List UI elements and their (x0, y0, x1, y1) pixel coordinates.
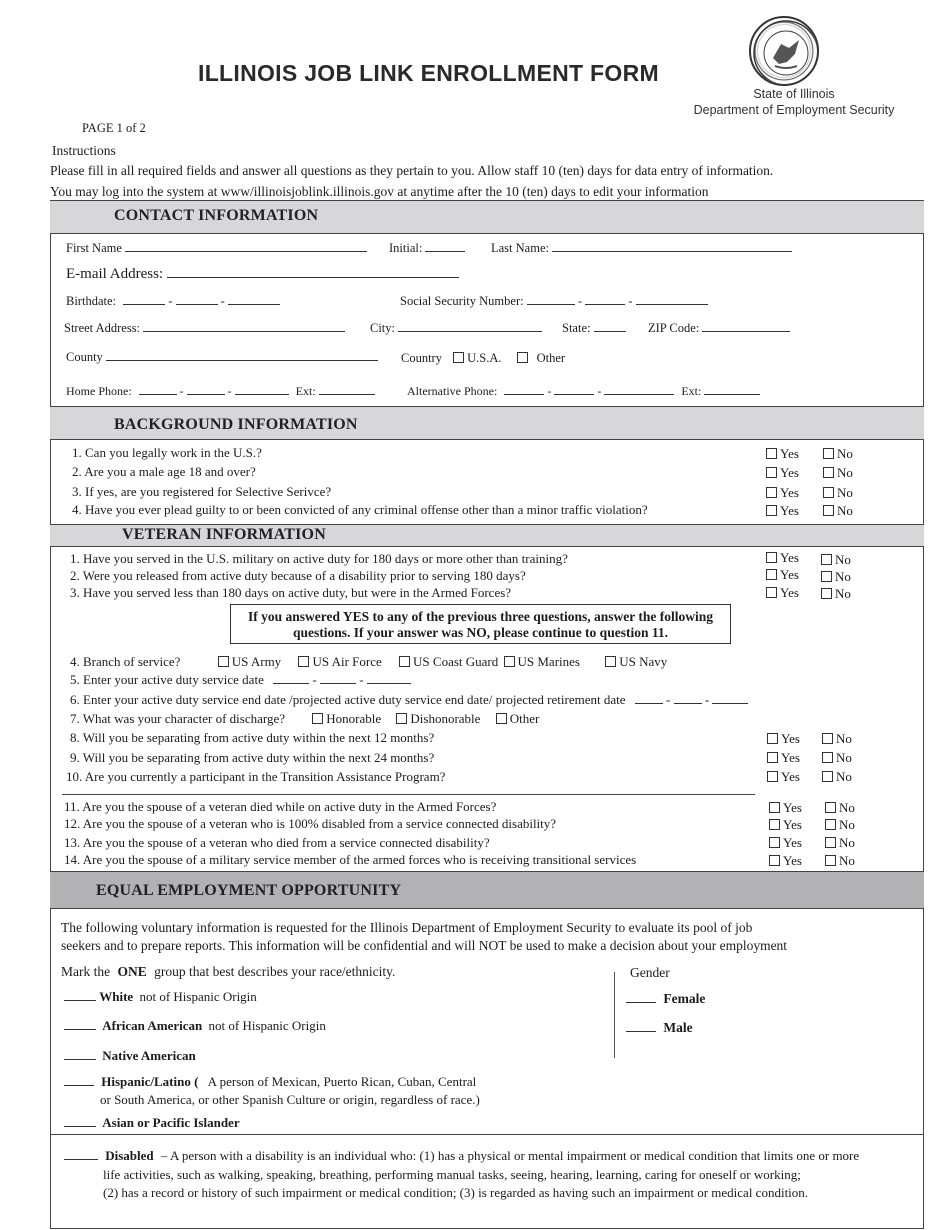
yes-checkbox[interactable] (769, 855, 780, 866)
branch-label: US Marines (517, 654, 580, 669)
state-label: State: (562, 321, 591, 335)
background-q2-yes[interactable] (766, 465, 799, 481)
no-label: No (836, 731, 852, 746)
spouse-q11-yes[interactable] (769, 800, 802, 816)
race-white-option[interactable] (64, 989, 257, 1005)
disabled-text-3: (2) has a record or history of such impairment or medical condition; (3) is regarded as having such an impairment or medical condition. (103, 1185, 809, 1200)
yes-label: Yes (780, 446, 799, 461)
no-checkbox[interactable] (822, 752, 833, 763)
alt-phone-label: Alternative Phone: (407, 384, 498, 398)
discharge-label: Honorable (326, 711, 382, 726)
eeo-intro-line-1: The following voluntary information is requested for the Illinois Department of Employment Security to evaluate its pool of job (61, 920, 753, 935)
no-label: No (839, 800, 855, 815)
eeo-intro-line-2: seekers and to prepare reports. This information will be confidential and will NOT be used to make a decision about your employment (61, 938, 788, 953)
no-label: No (837, 503, 853, 518)
instructions-label: Instructions (52, 143, 116, 158)
yes-label: Yes (781, 750, 800, 765)
race-native-american-option[interactable] (64, 1048, 196, 1064)
spouse-q14-yes[interactable] (769, 853, 802, 869)
background-q4-no[interactable] (823, 503, 853, 519)
no-checkbox[interactable] (822, 771, 833, 782)
yes-label: Yes (781, 731, 800, 746)
yes-label: Yes (783, 817, 802, 832)
background-q3-yes[interactable] (766, 485, 799, 501)
hispanic-blank[interactable] (64, 1076, 94, 1086)
race-african-american-option[interactable] (64, 1018, 326, 1034)
agency-line-1: State of Illinois (753, 87, 835, 101)
no-checkbox[interactable] (821, 554, 832, 565)
race-hispanic-option[interactable] (64, 1074, 476, 1090)
veteran-q3-no[interactable] (821, 586, 851, 602)
yes-label: Yes (780, 485, 799, 500)
discharge-dishonorable[interactable] (396, 711, 480, 726)
agency-line-2: Department of Employment Security (693, 103, 895, 117)
country-usa-checkbox[interactable] (453, 352, 464, 363)
first-name-label: First Name (66, 241, 122, 255)
no-label: No (837, 446, 853, 461)
last-name-field[interactable] (491, 240, 792, 256)
spouse-q12-yes[interactable] (769, 817, 802, 833)
disabled-label: Disabled (105, 1148, 154, 1163)
service-date-row[interactable]: 5. Enter your active duty service date - - (70, 672, 411, 688)
background-q1-no[interactable] (823, 446, 853, 462)
yes-label: Yes (780, 503, 799, 518)
no-label: No (839, 817, 855, 832)
discharge-label: Other (509, 711, 540, 726)
spouse-divider (62, 794, 755, 795)
background-question-2: 2. Are you a male age 18 and over? (72, 464, 256, 479)
first-name-field[interactable] (66, 240, 367, 256)
yes-checkbox[interactable] (767, 733, 778, 744)
veteran-question-3: 3. Have you served less than 180 days on active duty, but were in the Armed Forces? (70, 585, 512, 600)
race-instruction (61, 964, 395, 980)
gender-male-option[interactable] (626, 1020, 693, 1036)
yes-label: Yes (783, 853, 802, 868)
branch-us-coast-guard[interactable] (399, 654, 498, 669)
yes-label: Yes (780, 585, 799, 600)
yes-checkbox[interactable] (769, 837, 780, 848)
no-checkbox[interactable] (825, 855, 836, 866)
race-instruction-post: group that best describes your race/ethnicity. (154, 964, 396, 979)
yes-label: Yes (780, 550, 799, 565)
native-label: Native American (102, 1048, 196, 1063)
discharge-other[interactable] (496, 711, 540, 726)
veteran-q9-yes[interactable] (767, 750, 800, 766)
alt-phone-ext-input[interactable] (704, 383, 760, 395)
female-blank[interactable] (626, 993, 656, 1003)
zip-label: ZIP Code: (648, 321, 700, 335)
service-end-date-row[interactable]: 6. Enter your active duty service end date /projected active duty service end date/ projected retirement date - - (70, 692, 748, 708)
hispanic-note-1: A person of Mexican, Puerto Rican, Cuban, Central (207, 1074, 477, 1089)
veteran-q10-no[interactable] (822, 769, 852, 785)
instructions-line-1: Please fill in all required fields and answer all questions as they pertain to you. Allow staff 10 (ten) days for data entry of information. (50, 163, 774, 178)
background-question-3: 3. If yes, are you registered for Selective Serivce? (72, 484, 332, 499)
disabled-text-2: life activities, such as walking, speaking, breathing, performing manual tasks, seeing, hearing, learning, caring for oneself or working; (103, 1167, 801, 1182)
disabled-option[interactable] (64, 1148, 859, 1164)
state-input[interactable] (594, 320, 626, 332)
no-checkbox[interactable] (821, 571, 832, 582)
no-checkbox[interactable] (825, 837, 836, 848)
alt-phone-field[interactable]: Alternative Phone: - - Ext: (407, 383, 760, 399)
veteran-q1-yes[interactable] (766, 550, 799, 566)
disabled-blank[interactable] (64, 1150, 98, 1160)
yes-checkbox[interactable] (769, 802, 780, 813)
city-label: City: (370, 321, 396, 335)
branch-us-navy[interactable] (605, 654, 667, 669)
discharge-honorable[interactable] (312, 711, 381, 726)
country-usa-option[interactable] (453, 351, 501, 365)
background-q4-yes[interactable] (766, 503, 799, 519)
no-label: No (839, 853, 855, 868)
birthdate-field[interactable]: Birthdate: - - (66, 293, 280, 309)
veteran-q9-no[interactable] (822, 750, 852, 766)
no-label: No (835, 552, 851, 567)
spouse-question-11: 11. Are you the spouse of a veteran died while on active duty in the Armed Forces? (64, 799, 497, 814)
veteran-q1-no[interactable] (821, 552, 851, 568)
no-label: No (839, 835, 855, 850)
initial-input[interactable] (425, 240, 465, 252)
yes-checkbox[interactable] (766, 487, 777, 498)
first-name-input[interactable] (125, 240, 367, 252)
branch-label: US Army (231, 654, 282, 669)
veteran-q8-no[interactable] (822, 731, 852, 747)
female-label: Female (663, 991, 706, 1006)
email-label: E-mail Address: (66, 266, 164, 282)
state-field[interactable] (562, 320, 626, 336)
native-blank[interactable] (64, 1050, 96, 1060)
discharge-label: Dishonorable (410, 711, 481, 726)
yes-checkbox[interactable] (766, 569, 777, 580)
city-input[interactable] (398, 320, 542, 332)
spouse-q14-no[interactable] (825, 853, 855, 869)
instructions-line-2: You may log into the system at www/illinoisjoblink.illinois.gov at anytime after the 10 (ten) days to edit your information (50, 184, 709, 199)
disabled-divider (50, 1134, 924, 1135)
home-phone-label: Home Phone: (66, 384, 132, 398)
checkbox[interactable] (399, 656, 410, 667)
contact-section-title: CONTACT INFORMATION (114, 207, 319, 224)
state-seal-icon (749, 16, 819, 86)
no-checkbox[interactable] (823, 448, 834, 459)
no-checkbox[interactable] (821, 588, 832, 599)
yes-label: Yes (783, 835, 802, 850)
yes-label: Yes (781, 769, 800, 784)
hispanic-label: Hispanic/Latino ( (101, 1074, 199, 1089)
checkbox[interactable] (396, 713, 407, 724)
checkbox[interactable] (504, 656, 515, 667)
alt-phone-ext-label: Ext: (681, 384, 702, 398)
veteran-q2-yes[interactable] (766, 567, 799, 583)
veteran-question-1: 1. Have you served in the U.S. military on active duty for 180 days or more other than training? (70, 551, 568, 566)
last-name-input[interactable] (552, 240, 792, 252)
yes-label: Yes (780, 465, 799, 480)
street-label: Street Address: (64, 321, 141, 335)
veteran-section-title: VETERAN INFORMATION (122, 526, 326, 543)
country-label: Country (401, 351, 442, 365)
country-other-checkbox[interactable] (517, 352, 528, 363)
veteran-question-9: 9. Will you be separating from active duty within the next 24 months? (70, 750, 435, 765)
branch-us-army[interactable] (218, 654, 281, 669)
gender-female-option[interactable] (626, 991, 705, 1007)
ssn-label: Social Security Number: (400, 294, 524, 308)
checkbox[interactable] (312, 713, 323, 724)
veteran-q10-yes[interactable] (767, 769, 800, 785)
no-label: No (836, 750, 852, 765)
no-checkbox[interactable] (823, 505, 834, 516)
form-title: ILLINOIS JOB LINK ENROLLMENT FORM (198, 60, 659, 86)
country-other-label: Other (536, 351, 566, 365)
gender-divider (614, 972, 615, 1058)
gender-label: Gender (630, 965, 670, 980)
disabled-text-1: – A person with a disability is an individual who: (1) has a physical or mental impairment or medical condition that limits one or more (160, 1148, 860, 1163)
email-input[interactable] (167, 266, 459, 278)
no-checkbox[interactable] (825, 802, 836, 813)
street-input[interactable] (143, 320, 345, 332)
country-usa-label: U.S.A. (467, 351, 502, 365)
checkbox[interactable] (605, 656, 616, 667)
ssn-field[interactable]: Social Security Number: - - (400, 293, 708, 309)
street-field[interactable] (64, 320, 345, 336)
branch-of-service-row (70, 654, 667, 670)
initial-field[interactable] (389, 240, 465, 256)
birthdate-label: Birthdate: (66, 294, 116, 308)
race-instruction-pre: Mark the (61, 964, 111, 979)
african-blank[interactable] (64, 1020, 96, 1030)
yes-checkbox[interactable] (766, 505, 777, 516)
veteran-question-10: 10. Are you currently a participant in the Transition Assistance Program? (66, 769, 446, 784)
discharge-row (70, 711, 539, 727)
white-label: White (99, 989, 134, 1004)
last-name-label: Last Name: (491, 241, 549, 255)
county-label: County (66, 350, 103, 364)
race-asian-option[interactable] (64, 1115, 240, 1131)
country-field (401, 351, 565, 366)
email-field[interactable] (66, 266, 459, 283)
country-other-option[interactable] (517, 351, 565, 365)
home-phone-ext-input[interactable] (319, 383, 375, 395)
background-q1-yes[interactable] (766, 446, 799, 462)
white-note: not of Hispanic Origin (139, 989, 257, 1004)
background-section-title: BACKGROUND INFORMATION (114, 416, 358, 433)
background-question-4: 4. Have you ever plead guilty to or been convicted of any criminal offense other than a minor traffic violation? (72, 502, 648, 517)
branch-question: 4. Branch of service? (70, 654, 181, 669)
race-instruction-one: ONE (117, 964, 147, 979)
spouse-question-12: 12. Are you the spouse of a veteran who is 100% disabled from a service connected disability? (64, 816, 557, 831)
spouse-q13-yes[interactable] (769, 835, 802, 851)
veteran-q2-no[interactable] (821, 569, 851, 585)
checkbox[interactable] (496, 713, 507, 724)
yes-checkbox[interactable] (767, 752, 778, 763)
page-indicator: PAGE 1 of 2 (82, 121, 146, 135)
veteran-question-8: 8. Will you be separating from active duty within the next 12 months? (70, 730, 435, 745)
yes-label: Yes (780, 567, 799, 582)
yes-checkbox[interactable] (766, 587, 777, 598)
zip-field[interactable] (648, 320, 790, 336)
yes-checkbox[interactable] (766, 467, 777, 478)
branch-label: US Navy (619, 654, 668, 669)
yes-checkbox[interactable] (766, 448, 777, 459)
no-label: No (836, 769, 852, 784)
branch-us-air-force[interactable] (298, 654, 381, 669)
eeo-section-title: EQUAL EMPLOYMENT OPPORTUNITY (96, 882, 402, 899)
service-end-date-label: 6. Enter your active duty service end date /projected active duty service end date/ projected retirement date (70, 692, 626, 707)
no-label: No (835, 586, 851, 601)
no-checkbox[interactable] (822, 733, 833, 744)
white-blank[interactable] (64, 991, 96, 1001)
home-phone-ext-label: Ext: (295, 384, 316, 398)
yes-checkbox[interactable] (766, 552, 777, 563)
asian-blank[interactable] (64, 1117, 96, 1127)
county-field[interactable] (66, 349, 378, 365)
discharge-question: 7. What was your character of discharge? (70, 711, 286, 726)
spouse-q11-no[interactable] (825, 800, 855, 816)
male-label: Male (663, 1020, 693, 1035)
african-note: not of Hispanic Origin (208, 1018, 326, 1033)
checkbox[interactable] (218, 656, 229, 667)
yes-checkbox[interactable] (769, 819, 780, 830)
veteran-notice-box: If you answered YES to any of the previous three questions, answer the following questions. If your answer was NO, please continue to question 11. (230, 604, 731, 644)
branch-label: US Coast Guard (413, 654, 499, 669)
spouse-question-13: 13. Are you the spouse of a veteran who died from a service connected disability? (64, 835, 490, 850)
branch-us-marines[interactable] (504, 654, 580, 669)
yes-checkbox[interactable] (767, 771, 778, 782)
spouse-q13-no[interactable] (825, 835, 855, 851)
service-date-label: 5. Enter your active duty service date (70, 672, 264, 687)
veteran-question-2: 2. Were you released from active duty because of a disability prior to serving 180 days? (70, 568, 526, 583)
veteran-q3-yes[interactable] (766, 585, 799, 601)
background-q2-no[interactable] (823, 465, 853, 481)
initial-label: Initial: (389, 241, 423, 255)
zip-input[interactable] (702, 320, 790, 332)
no-label: No (835, 569, 851, 584)
no-checkbox[interactable] (823, 487, 834, 498)
yes-label: Yes (783, 800, 802, 815)
hispanic-note-line-2: or South America, or other Spanish Culture or origin, regardless of race.) (100, 1092, 480, 1107)
no-label: No (837, 465, 853, 480)
spouse-question-14: 14. Are you the spouse of a military service member of the armed forces who is receiving transitional services (64, 852, 637, 867)
background-q3-no[interactable] (823, 485, 853, 501)
county-input[interactable] (106, 349, 378, 361)
home-phone-field[interactable]: Home Phone: - - Ext: (66, 383, 375, 399)
male-blank[interactable] (626, 1022, 656, 1032)
spouse-q12-no[interactable] (825, 817, 855, 833)
no-checkbox[interactable] (825, 819, 836, 830)
asian-label: Asian or Pacific Islander (102, 1115, 240, 1130)
no-checkbox[interactable] (823, 467, 834, 478)
city-field[interactable] (370, 320, 542, 336)
no-label: No (837, 485, 853, 500)
african-label: African American (102, 1018, 203, 1033)
background-question-1: 1. Can you legally work in the U.S.? (72, 445, 262, 460)
veteran-q8-yes[interactable] (767, 731, 800, 747)
checkbox[interactable] (298, 656, 309, 667)
branch-label: US Air Force (312, 654, 382, 669)
